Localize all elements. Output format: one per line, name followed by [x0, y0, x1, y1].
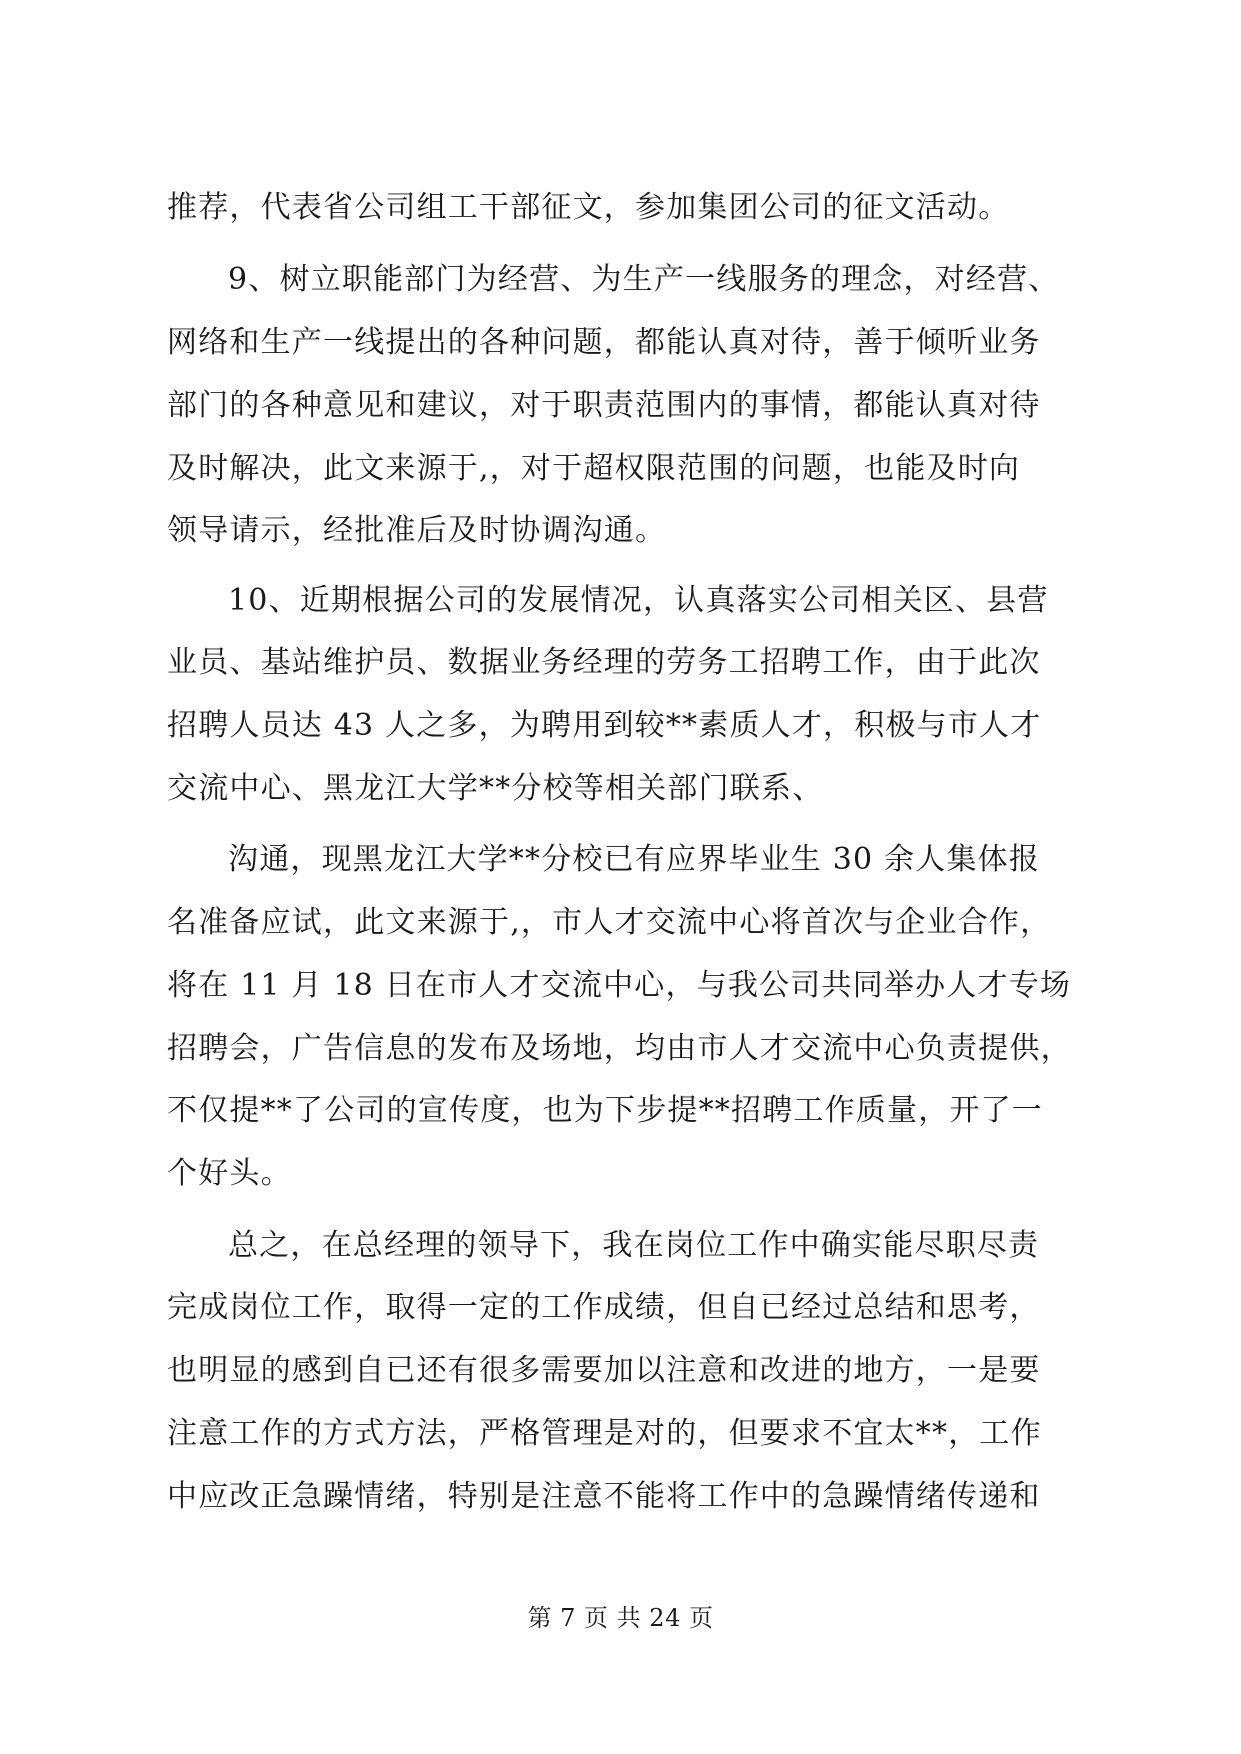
- text-line: 领导请示，经批准后及时协调沟通。: [167, 513, 667, 548]
- text-line: 注意工作的方式方法，严格管理是对的，但要求不宜太**，工作: [167, 1416, 1042, 1451]
- text-line: 10、近期根据公司的发展情况，认真落实公司相关区、县营: [228, 583, 1049, 618]
- text-line: 推荐，代表省公司组工干部征文，参加集团公司的征文活动。: [167, 190, 1010, 225]
- text-line: 9、树立职能部门为经营、为生产一线服务的理念，对经营、: [228, 262, 1060, 297]
- text-line: 不仅提**了公司的宣传度，也为下步提**招聘工作质量，开了一: [167, 1093, 1043, 1128]
- text-line: 网络和生产一线提出的各种问题，都能认真对待，善于倾听业务: [167, 325, 1041, 360]
- text-line: 招聘人员达 43 人之多，为聘用到较**素质人才，积极与市人才: [167, 708, 1042, 743]
- page-number-footer: 第 7 页 共 24 页: [527, 1604, 714, 1632]
- text-line: 中应改正急躁情绪，特别是注意不能将工作中的急躁情绪传递和: [167, 1479, 1041, 1514]
- text-line: 也明显的感到自已还有很多需要加以注意和改进的地方，一是要: [167, 1353, 1041, 1388]
- text-line: 将在 11 月 18 日在市人才交流中心，与我公司共同举办人才专场: [167, 968, 1072, 1003]
- text-line: 部门的各种意见和建议，对于职责范围内的事情，都能认真对待: [167, 388, 1041, 423]
- text-line: 业员、基站维护员、数据业务经理的劳务工招聘工作，由于此次: [167, 645, 1041, 680]
- text-line: 招聘会，广告信息的发布及场地，均由市人才交流中心负责提供，: [167, 1031, 1072, 1066]
- text-line: 名准备应试，此文来源于,，市人才交流中心将首次与企业合作，: [167, 905, 1052, 940]
- text-line: 沟通，现黑龙江大学**分校已有应界毕业生 30 余人集体报: [228, 842, 1041, 877]
- text-line: 交流中心、黑龙江大学**分校等相关部门联系、: [167, 771, 824, 806]
- text-line: 完成岗位工作，取得一定的工作成绩，但自已经过总结和思考，: [167, 1290, 1041, 1325]
- text-line: 总之，在总经理的领导下，我在岗位工作中确实能尽职尽责: [228, 1228, 1040, 1263]
- text-line: 个好头。: [167, 1156, 292, 1191]
- text-line: 及时解决，此文来源于,，对于超权限范围的问题，也能及时向: [167, 451, 1021, 486]
